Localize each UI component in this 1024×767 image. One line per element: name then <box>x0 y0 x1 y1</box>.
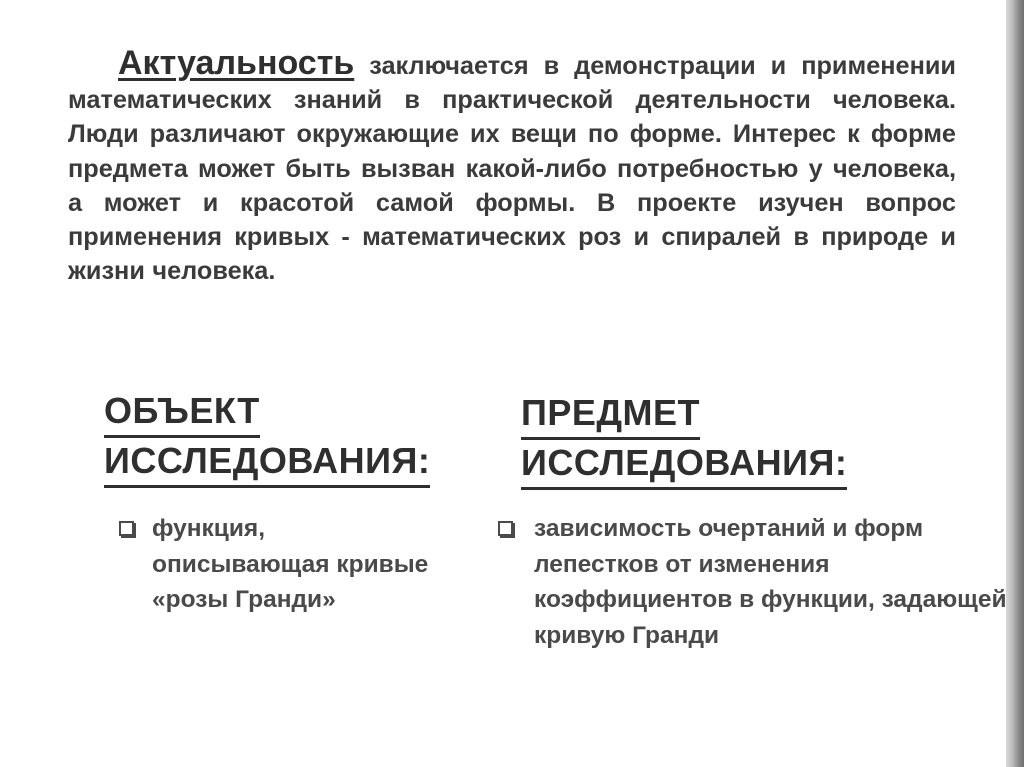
checkbox-bullet-icon <box>498 521 513 536</box>
subject-heading-line1: ПРЕДМЕТ <box>521 390 700 440</box>
subject-bullet-item <box>498 511 1008 653</box>
subject-heading-line2: ИССЛЕДОВАНИЯ: <box>521 440 847 490</box>
relevance-body-text: заключается в демонстрации и применении математических знаний в практической деятельности человека. Люди различают окружающие их вещи по форме. Интерес к форме предмета может быть вызван какой-либо потребностью у человека, а может и красотой самой формы. В проекте изучен вопрос применения кривых - математических роз и спиралей в природе и жизни человека. <box>68 52 956 286</box>
object-heading-line1: ОБЪЕКТ <box>104 388 260 438</box>
subject-heading <box>521 390 847 490</box>
subject-bullet-text: зависимость очертаний и форм лепестков от изменения коэффициентов в функции, задающей кривую Гранди <box>534 515 1007 649</box>
checkbox-bullet-icon <box>119 521 134 536</box>
object-bullet-text: функция, описывающая кривые «розы Гранди» <box>152 515 429 613</box>
relevance-paragraph <box>68 46 956 288</box>
slide-edge-strip <box>1006 0 1024 767</box>
object-heading <box>104 388 430 488</box>
object-bullet-item <box>119 511 429 618</box>
relevance-lead-word: Актуальность <box>118 44 355 82</box>
object-heading-line2: ИССЛЕДОВАНИЯ: <box>104 438 430 488</box>
